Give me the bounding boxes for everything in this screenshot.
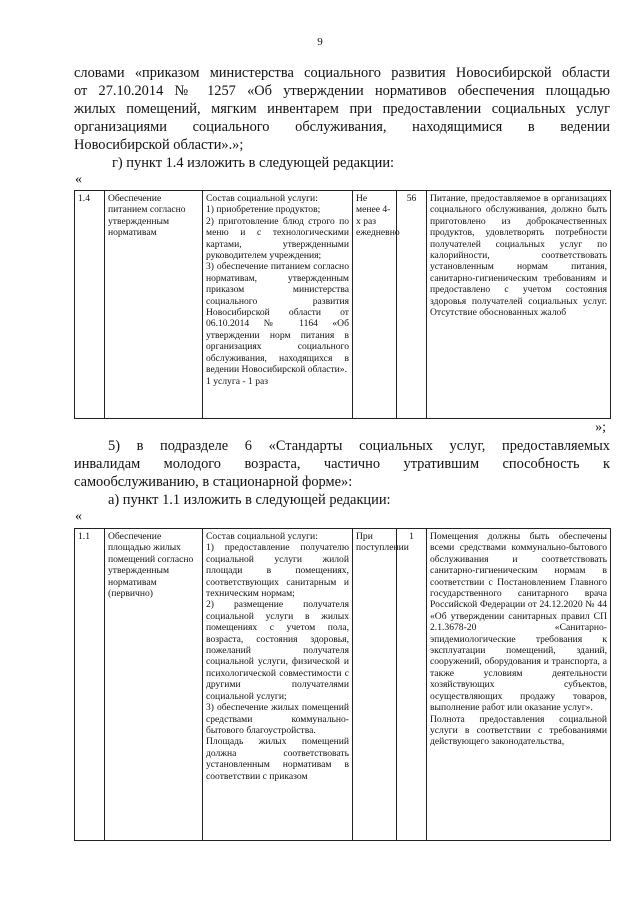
service-content <box>203 191 353 419</box>
service-number: 1.4 <box>75 191 105 419</box>
service-period: Не менее 4-х раз ежедневно <box>353 191 397 419</box>
service-name: Обеспечение площадью жилых помещений согласно утвержденным нормативам (первично) <box>105 529 203 841</box>
service-table-1-4 <box>74 190 611 419</box>
service-period: При поступлении <box>353 529 397 841</box>
intro-line-2: от 27.10.2014 № 1257 «Об утверждении нормативов обеспечения площадью <box>74 83 610 99</box>
service-content <box>203 529 353 841</box>
item-5-line-3: самообслуживанию, в стационарной форме»: <box>74 474 353 490</box>
item-a: а) пункт 1.1 изложить в следующей редакции: <box>108 492 391 508</box>
intro-line-4: организациями социального обслуживания, находящимися в ведении <box>74 119 610 135</box>
close-quote-1: »; <box>595 420 606 435</box>
intro-line-3: жилых помещений, мягким инвентарем при предоставлении социальных услуг <box>74 101 610 117</box>
item-g: г) пункт 1.4 изложить в следующей редакции: <box>112 155 395 171</box>
item-5-line-2: инвалидам молодого возраста, частично утратившим способность к <box>74 456 610 472</box>
open-quote-2: « <box>75 509 82 524</box>
service-table-1-1 <box>74 528 611 841</box>
page-number: 9 <box>317 36 323 48</box>
service-name: Обеспечение питанием согласно утвержденным нормативам <box>105 191 203 419</box>
service-quality-text: Помещения должны быть обеспечены всеми средствами коммунально-бытового обслуживания и соответствовать санитарно-гигиеническим нормам в соответствии с Постановлением Главного государственного санитарного врача Российской Федерации от 24.12.2020 № 44 «Об утверждении санитарных правил СП 2.1.3678-20 «Санитарно-эпидемиологические требования к эксплуатации помещений, зданий, сооружений, оборудования и транспорта, а также условиям деятельности хозяйствующих субъектов, осуществляющих продажу товаров, выполнение работ или оказание услуг». Полнота предоставления социальной услуги в соответствии с требованиями действующего законодательства, <box>430 531 607 748</box>
service-quality <box>427 529 611 841</box>
service-count: 56 <box>397 191 427 419</box>
table-row <box>75 191 611 419</box>
table-row <box>75 529 611 841</box>
item-5-line-1: 5) в подразделе 6 «Стандарты социальных услуг, предоставляемых <box>108 438 610 454</box>
service-content-text: Состав социальной услуги: 1) приобретение продуктов; 2) приготовление блюд строго по меню и с технологическими картами, утвержденными руководителем учреждения; 3) обеспечение питанием согласно нормативам, утвержденным приказом министерства социального развития Новосибирской области от 06.10.2014 № 1164 «Об утверждении норм питания в организациях социального обслуживания, находящихся в ведении Новосибирской области». 1 услуга - 1 раз <box>206 193 349 387</box>
service-quality: Питание, предоставляемое в организациях социального обслуживания, должно быть приготовлено из доброкачественных продуктов, удовлетворять потребности получателей социальных услуг по калорийности, соответствовать установленным нормам питания, санитарно-гигиеническим требованиям и предоставлено с учетом состояния здоровья получателей социальных услуг. Отсутствие обоснованных жалоб <box>427 191 611 419</box>
service-content-text: Состав социальной услуги: 1) предоставление получателю социальной услуги жилой площади в помещениях, соответствующих санитарным и техническим нормам; 2) размещение получателя социальной услуги в жилых помещениях с учетом пола, возраста, состояния здоровья, пожеланий получателя социальной услуги, физической и психологической совместимости с другими получателями социальной услуги; 3) обеспечение жилых помещений средствами коммунально-бытового благоустройства. Площадь жилых помещений должна соответствовать установленным нормативам в соответствии с приказом <box>206 531 349 782</box>
intro-line-5: Новосибирской области».»; <box>74 137 244 153</box>
service-count: 1 <box>397 529 427 841</box>
service-number: 1.1 <box>75 529 105 841</box>
open-quote-1: « <box>75 172 82 187</box>
intro-line-1: словами «приказом министерства социального развития Новосибирской области <box>74 65 610 81</box>
